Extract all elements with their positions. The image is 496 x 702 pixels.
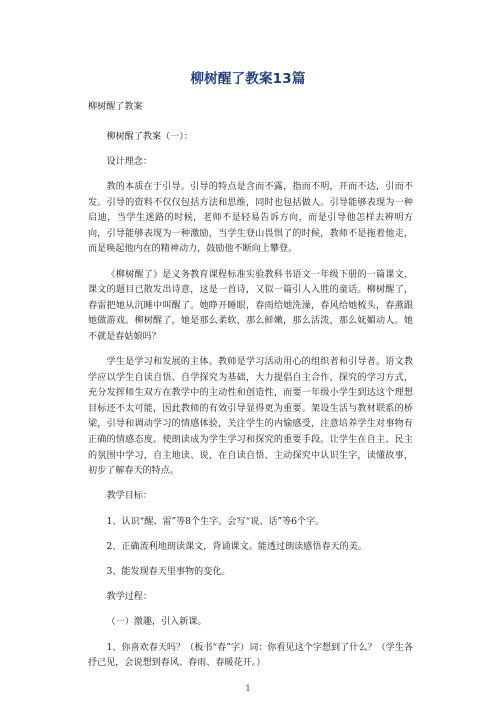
page-number: 1 — [245, 684, 251, 693]
paragraph-body: 学生是学习和发展的主体。教师是学习活动用心的组织者和引导者。语文教学应以学生自读自悟、自学探究为基础，大力提倡自主合作，探究的学习方式，充分发挥师生双方在教学中的主动性和创造性，而要一年级小学生到达这个理想目标还不太可能，因此教师的有效引导显得更为重要。架设生活与教材联系的桥梁，引导和调动学习的情感体验，关注学生的内愉感受，注意培养学生对事物有正确的情感态度。使朗读成为学生学习和探究的重要手段。让学生在自主、民主的氛围中学习，自主地读、说，在自读自悟、主动探究中认识生字，读懂故事，初步了解春天的特点。 — [88, 357, 413, 477]
paragraph-section-label: 设计理念： — [106, 156, 152, 167]
document-title: 柳树醒了教案13篇 — [190, 71, 306, 87]
paragraph-body: 教的本质在于引导。引导的特点是含而不露，指而不明，开而不达，引而不发。引导的资料不仅仅包括方法和思维，同时也包括做人。引导能够表现为一种启迪，当学生迷路的时候，老师不是轻易告诉方向，而是引导他怎样去辨明方向，引导能够表现为一种激励，当学生登山畏惧了的时候，教师不是拖着他走，而是唤起他内在的精神动力，鼓励他不断向上攀登。 — [88, 181, 413, 255]
paragraph-heading: 柳树醒了教案 — [88, 102, 143, 112]
paragraph-step: （一）激趣，引入新课。 — [106, 617, 207, 628]
paragraph-subheading: 柳树醒了教案（一）： — [106, 131, 193, 142]
paragraph-step: 1、你喜欢春天吗？（板书“春”字）词：你看见这个字想到了什么？（学生各抒己见，会说想到春风、春雨、春暖花开。） — [88, 642, 413, 669]
paragraph-section-label: 教学目标： — [106, 491, 152, 502]
paragraph-section-label: 教学过程： — [106, 592, 152, 603]
paragraph-list-item: 1、认识“醒、雷”等8个生字。会写“说、话”等6个字。 — [106, 516, 325, 527]
paragraph-body: 《柳树醒了》是义务教育课程标准实验教科书语文一年级下册的一篇课文，课文的题目已散发出诗意，这是一首诗，又似一篇引人入胜的童话。柳树醒了，春雷把她从沉睡中叫醒了。她睁开睡眼，春雨给她洗澡，春风给她梳头，春燕跟她做游戏。柳树醒了，她是那么柔软，那么鲜嫩，那么活泼，那么妩媚动人。她不就是春姑娘吗？ — [88, 269, 413, 342]
paragraph-list-item: 2、正确流利地朗读课文，背诵课文。能透过朗读感悟春天的美。 — [106, 541, 367, 552]
document-body — [88, 100, 413, 681]
paragraph-list-item: 3、能发现春天里事物的变化。 — [106, 567, 231, 577]
